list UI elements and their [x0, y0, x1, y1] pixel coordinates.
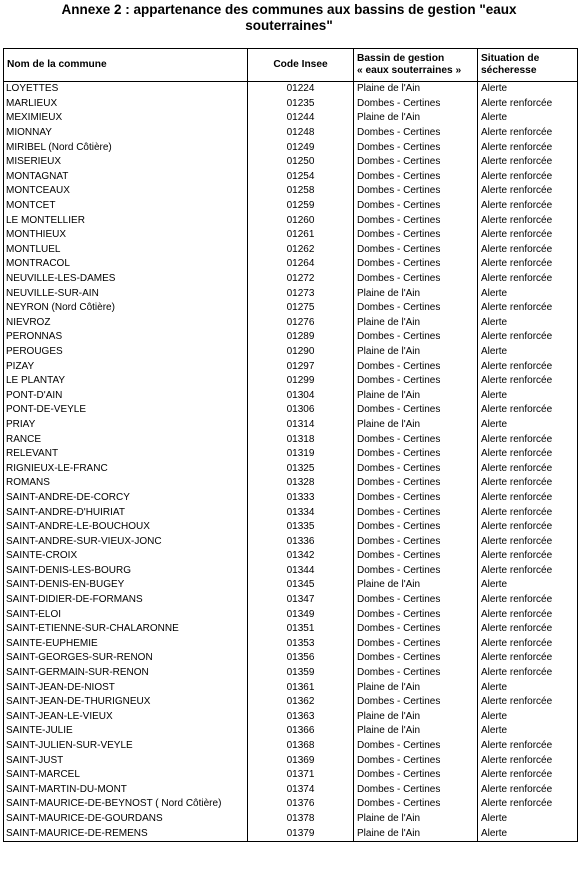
bassin-gestion: Dombes - Certines — [354, 593, 478, 608]
bassin-gestion: Plaine de l'Ain — [354, 578, 478, 593]
situation-secheresse: Alerte renforcée — [478, 768, 578, 783]
situation-secheresse: Alerte renforcée — [478, 564, 578, 579]
code-insee: 01371 — [248, 768, 354, 783]
code-insee: 01361 — [248, 680, 354, 695]
commune-name: PRIAY — [4, 418, 248, 433]
table-row — [4, 768, 578, 783]
table-row — [4, 695, 578, 710]
code-insee: 01345 — [248, 578, 354, 593]
header-situation — [478, 49, 578, 82]
commune-name: RELEVANT — [4, 447, 248, 462]
code-insee: 01261 — [248, 228, 354, 243]
commune-name: SAINT-ANDRE-LE-BOUCHOUX — [4, 520, 248, 535]
commune-name: SAINT-JEAN-LE-VIEUX — [4, 710, 248, 725]
situation-secheresse: Alerte renforcée — [478, 199, 578, 214]
situation-secheresse: Alerte renforcée — [478, 520, 578, 535]
code-insee: 01349 — [248, 607, 354, 622]
situation-secheresse: Alerte renforcée — [478, 549, 578, 564]
situation-secheresse: Alerte — [478, 345, 578, 360]
bassin-gestion: Plaine de l'Ain — [354, 388, 478, 403]
commune-name: ROMANS — [4, 476, 248, 491]
bassin-gestion: Dombes - Certines — [354, 301, 478, 316]
commune-name: SAINT-JUST — [4, 753, 248, 768]
code-insee: 01289 — [248, 330, 354, 345]
header-bassin-line-1: Bassin de gestion — [357, 53, 445, 64]
bassin-gestion: Dombes - Certines — [354, 783, 478, 798]
code-insee: 01258 — [248, 184, 354, 199]
code-insee: 01275 — [248, 301, 354, 316]
code-insee: 01376 — [248, 797, 354, 812]
table-row — [4, 155, 578, 170]
header-commune: Nom de la commune — [4, 49, 248, 82]
table-header-row — [4, 49, 578, 82]
bassin-gestion: Plaine de l'Ain — [354, 111, 478, 126]
table-row — [4, 243, 578, 258]
table-row — [4, 680, 578, 695]
bassin-gestion: Dombes - Certines — [354, 637, 478, 652]
commune-name: MONTCEAUX — [4, 184, 248, 199]
commune-name: MONTRACOL — [4, 257, 248, 272]
table-row — [4, 826, 578, 841]
code-insee: 01244 — [248, 111, 354, 126]
commune-name: SAINT-MAURICE-DE-GOURDANS — [4, 812, 248, 827]
situation-secheresse: Alerte — [478, 82, 578, 97]
bassin-gestion: Plaine de l'Ain — [354, 826, 478, 841]
table-row — [4, 184, 578, 199]
bassin-gestion: Plaine de l'Ain — [354, 316, 478, 331]
situation-secheresse: Alerte renforcée — [478, 432, 578, 447]
commune-name: SAINTE-EUPHEMIE — [4, 637, 248, 652]
table-row — [4, 666, 578, 681]
code-insee: 01248 — [248, 126, 354, 141]
code-insee: 01306 — [248, 403, 354, 418]
situation-secheresse: Alerte renforcée — [478, 403, 578, 418]
code-insee: 01351 — [248, 622, 354, 637]
code-insee: 01297 — [248, 359, 354, 374]
code-insee: 01379 — [248, 826, 354, 841]
commune-name: LOYETTES — [4, 82, 248, 97]
table-row — [4, 170, 578, 185]
situation-secheresse: Alerte — [478, 316, 578, 331]
header-situation-line-2: sécheresse — [481, 65, 537, 76]
situation-secheresse: Alerte renforcée — [478, 155, 578, 170]
bassin-gestion: Dombes - Certines — [354, 199, 478, 214]
bassin-gestion: Dombes - Certines — [354, 753, 478, 768]
commune-name: MISERIEUX — [4, 155, 248, 170]
commune-name: SAINT-MAURICE-DE-REMENS — [4, 826, 248, 841]
situation-secheresse: Alerte renforcée — [478, 753, 578, 768]
bassin-gestion: Dombes - Certines — [354, 666, 478, 681]
commune-name: SAINTE-CROIX — [4, 549, 248, 564]
code-insee: 01335 — [248, 520, 354, 535]
commune-name: SAINT-MARCEL — [4, 768, 248, 783]
table-row — [4, 783, 578, 798]
situation-secheresse: Alerte renforcée — [478, 213, 578, 228]
commune-name: SAINT-ANDRE-D'HUIRIAT — [4, 505, 248, 520]
table-row — [4, 710, 578, 725]
commune-name: SAINT-DENIS-EN-BUGEY — [4, 578, 248, 593]
bassin-gestion: Plaine de l'Ain — [354, 710, 478, 725]
table-row — [4, 330, 578, 345]
bassin-gestion: Plaine de l'Ain — [354, 724, 478, 739]
commune-name: SAINT-DENIS-LES-BOURG — [4, 564, 248, 579]
table-row — [4, 140, 578, 155]
bassin-gestion: Dombes - Certines — [354, 564, 478, 579]
commune-name: LE MONTELLIER — [4, 213, 248, 228]
situation-secheresse: Alerte — [478, 724, 578, 739]
situation-secheresse: Alerte renforcée — [478, 301, 578, 316]
bassin-gestion: Dombes - Certines — [354, 797, 478, 812]
table-row — [4, 549, 578, 564]
bassin-gestion: Dombes - Certines — [354, 432, 478, 447]
situation-secheresse: Alerte renforcée — [478, 97, 578, 112]
situation-secheresse: Alerte renforcée — [478, 622, 578, 637]
situation-secheresse: Alerte renforcée — [478, 374, 578, 389]
table-row — [4, 461, 578, 476]
table-row — [4, 316, 578, 331]
bassin-gestion: Plaine de l'Ain — [354, 418, 478, 433]
code-insee: 01290 — [248, 345, 354, 360]
header-bassin-line-2: « eaux souterraines » — [357, 65, 462, 76]
table-row — [4, 432, 578, 447]
commune-name: NIEVROZ — [4, 316, 248, 331]
commune-name: SAINTE-JULIE — [4, 724, 248, 739]
commune-name: PEROUGES — [4, 345, 248, 360]
communes-table — [3, 48, 578, 842]
table-row — [4, 724, 578, 739]
situation-secheresse: Alerte renforcée — [478, 637, 578, 652]
table-row — [4, 739, 578, 754]
bassin-gestion: Dombes - Certines — [354, 97, 478, 112]
table-row — [4, 622, 578, 637]
commune-name: NEUVILLE-LES-DAMES — [4, 272, 248, 287]
commune-name: SAINT-MARTIN-DU-MONT — [4, 783, 248, 798]
commune-name: MIRIBEL (Nord Côtière) — [4, 140, 248, 155]
commune-name: SAINT-ANDRE-DE-CORCY — [4, 491, 248, 506]
bassin-gestion: Plaine de l'Ain — [354, 286, 478, 301]
situation-secheresse: Alerte renforcée — [478, 257, 578, 272]
situation-secheresse: Alerte renforcée — [478, 476, 578, 491]
code-insee: 01336 — [248, 534, 354, 549]
bassin-gestion: Dombes - Certines — [354, 359, 478, 374]
code-insee: 01264 — [248, 257, 354, 272]
bassin-gestion: Plaine de l'Ain — [354, 82, 478, 97]
table-body — [4, 82, 578, 842]
code-insee: 01356 — [248, 651, 354, 666]
code-insee: 01304 — [248, 388, 354, 403]
bassin-gestion: Dombes - Certines — [354, 374, 478, 389]
table-row — [4, 520, 578, 535]
code-insee: 01273 — [248, 286, 354, 301]
code-insee: 01362 — [248, 695, 354, 710]
commune-name: SAINT-JEAN-DE-THURIGNEUX — [4, 695, 248, 710]
header-situation-line-1: Situation de — [481, 53, 540, 64]
code-insee: 01374 — [248, 783, 354, 798]
table-row — [4, 607, 578, 622]
situation-secheresse: Alerte renforcée — [478, 607, 578, 622]
bassin-gestion: Dombes - Certines — [354, 155, 478, 170]
bassin-gestion: Dombes - Certines — [354, 534, 478, 549]
bassin-gestion: Dombes - Certines — [354, 768, 478, 783]
table-row — [4, 476, 578, 491]
code-insee: 01272 — [248, 272, 354, 287]
bassin-gestion: Dombes - Certines — [354, 257, 478, 272]
commune-name: SAINT-ETIENNE-SUR-CHALARONNE — [4, 622, 248, 637]
situation-secheresse: Alerte renforcée — [478, 359, 578, 374]
bassin-gestion: Plaine de l'Ain — [354, 345, 478, 360]
table-row — [4, 213, 578, 228]
situation-secheresse: Alerte — [478, 388, 578, 403]
table-row — [4, 403, 578, 418]
situation-secheresse: Alerte renforcée — [478, 739, 578, 754]
bassin-gestion: Dombes - Certines — [354, 447, 478, 462]
commune-name: SAINT-DIDIER-DE-FORMANS — [4, 593, 248, 608]
situation-secheresse: Alerte renforcée — [478, 505, 578, 520]
bassin-gestion: Dombes - Certines — [354, 651, 478, 666]
table-row — [4, 388, 578, 403]
code-insee: 01259 — [248, 199, 354, 214]
commune-name: NEYRON (Nord Côtière) — [4, 301, 248, 316]
commune-name: SAINT-GEORGES-SUR-RENON — [4, 651, 248, 666]
commune-name: SAINT-JEAN-DE-NIOST — [4, 680, 248, 695]
commune-name: SAINT-ANDRE-SUR-VIEUX-JONC — [4, 534, 248, 549]
commune-name: MONTLUEL — [4, 243, 248, 258]
table-row — [4, 447, 578, 462]
table-row — [4, 257, 578, 272]
situation-secheresse: Alerte renforcée — [478, 330, 578, 345]
table-row — [4, 812, 578, 827]
table-row — [4, 578, 578, 593]
code-insee: 01353 — [248, 637, 354, 652]
title-line-1: Annexe 2 : appartenance des communes aux bassins de gestion "eaux — [61, 2, 517, 17]
bassin-gestion: Dombes - Certines — [354, 476, 478, 491]
situation-secheresse: Alerte renforcée — [478, 170, 578, 185]
situation-secheresse: Alerte renforcée — [478, 447, 578, 462]
situation-secheresse: Alerte renforcée — [478, 783, 578, 798]
commune-name: PONT-D'AIN — [4, 388, 248, 403]
code-insee: 01325 — [248, 461, 354, 476]
bassin-gestion: Dombes - Certines — [354, 505, 478, 520]
commune-name: RANCE — [4, 432, 248, 447]
bassin-gestion: Plaine de l'Ain — [354, 680, 478, 695]
table-row — [4, 651, 578, 666]
header-bassin — [354, 49, 478, 82]
table-row — [4, 505, 578, 520]
code-insee: 01318 — [248, 432, 354, 447]
commune-name: LE PLANTAY — [4, 374, 248, 389]
situation-secheresse: Alerte — [478, 418, 578, 433]
situation-secheresse: Alerte renforcée — [478, 534, 578, 549]
code-insee: 01276 — [248, 316, 354, 331]
code-insee: 01262 — [248, 243, 354, 258]
code-insee: 01368 — [248, 739, 354, 754]
bassin-gestion: Dombes - Certines — [354, 607, 478, 622]
title-line-2: souterraines" — [245, 18, 333, 33]
commune-name: SAINT-MAURICE-DE-BEYNOST ( Nord Côtière) — [4, 797, 248, 812]
situation-secheresse: Alerte — [478, 111, 578, 126]
situation-secheresse: Alerte renforcée — [478, 593, 578, 608]
situation-secheresse: Alerte — [478, 286, 578, 301]
bassin-gestion: Dombes - Certines — [354, 228, 478, 243]
situation-secheresse: Alerte renforcée — [478, 272, 578, 287]
table-row — [4, 199, 578, 214]
code-insee: 01333 — [248, 491, 354, 506]
code-insee: 01250 — [248, 155, 354, 170]
situation-secheresse: Alerte renforcée — [478, 126, 578, 141]
table-row — [4, 82, 578, 97]
bassin-gestion: Dombes - Certines — [354, 403, 478, 418]
code-insee: 01254 — [248, 170, 354, 185]
code-insee: 01344 — [248, 564, 354, 579]
situation-secheresse: Alerte renforcée — [478, 184, 578, 199]
table-row — [4, 418, 578, 433]
commune-name: SAINT-JULIEN-SUR-VEYLE — [4, 739, 248, 754]
table-row — [4, 126, 578, 141]
code-insee: 01378 — [248, 812, 354, 827]
commune-name: NEUVILLE-SUR-AIN — [4, 286, 248, 301]
bassin-gestion: Dombes - Certines — [354, 491, 478, 506]
code-insee: 01249 — [248, 140, 354, 155]
bassin-gestion: Dombes - Certines — [354, 140, 478, 155]
code-insee: 01347 — [248, 593, 354, 608]
code-insee: 01319 — [248, 447, 354, 462]
code-insee: 01359 — [248, 666, 354, 681]
table-row — [4, 753, 578, 768]
commune-name: MONTHIEUX — [4, 228, 248, 243]
bassin-gestion: Dombes - Certines — [354, 330, 478, 345]
bassin-gestion: Dombes - Certines — [354, 695, 478, 710]
bassin-gestion: Dombes - Certines — [354, 170, 478, 185]
table-row — [4, 286, 578, 301]
table-row — [4, 345, 578, 360]
table-row — [4, 359, 578, 374]
commune-name: PERONNAS — [4, 330, 248, 345]
table-row — [4, 111, 578, 126]
commune-name: RIGNIEUX-LE-FRANC — [4, 461, 248, 476]
table-row — [4, 534, 578, 549]
table-row — [4, 797, 578, 812]
bassin-gestion: Dombes - Certines — [354, 213, 478, 228]
code-insee: 01369 — [248, 753, 354, 768]
bassin-gestion: Dombes - Certines — [354, 622, 478, 637]
situation-secheresse: Alerte — [478, 578, 578, 593]
table-row — [4, 374, 578, 389]
situation-secheresse: Alerte renforcée — [478, 491, 578, 506]
commune-name: MIONNAY — [4, 126, 248, 141]
bassin-gestion: Dombes - Certines — [354, 461, 478, 476]
header-code-insee: Code Insee — [248, 49, 354, 82]
situation-secheresse: Alerte — [478, 680, 578, 695]
code-insee: 01235 — [248, 97, 354, 112]
situation-secheresse: Alerte — [478, 826, 578, 841]
code-insee: 01366 — [248, 724, 354, 739]
situation-secheresse: Alerte renforcée — [478, 797, 578, 812]
code-insee: 01224 — [248, 82, 354, 97]
table-row — [4, 272, 578, 287]
situation-secheresse: Alerte renforcée — [478, 666, 578, 681]
code-insee: 01342 — [248, 549, 354, 564]
situation-secheresse: Alerte — [478, 710, 578, 725]
commune-name: MONTAGNAT — [4, 170, 248, 185]
code-insee: 01299 — [248, 374, 354, 389]
table-row — [4, 564, 578, 579]
situation-secheresse: Alerte renforcée — [478, 243, 578, 258]
situation-secheresse: Alerte renforcée — [478, 651, 578, 666]
situation-secheresse: Alerte renforcée — [478, 461, 578, 476]
commune-name: MONTCET — [4, 199, 248, 214]
bassin-gestion: Dombes - Certines — [354, 520, 478, 535]
code-insee: 01260 — [248, 213, 354, 228]
code-insee: 01334 — [248, 505, 354, 520]
bassin-gestion: Dombes - Certines — [354, 739, 478, 754]
situation-secheresse: Alerte renforcée — [478, 695, 578, 710]
bassin-gestion: Dombes - Certines — [354, 243, 478, 258]
table-row — [4, 637, 578, 652]
table-row — [4, 593, 578, 608]
bassin-gestion: Dombes - Certines — [354, 126, 478, 141]
commune-name: PIZAY — [4, 359, 248, 374]
code-insee: 01363 — [248, 710, 354, 725]
document-title — [0, 2, 578, 34]
bassin-gestion: Plaine de l'Ain — [354, 812, 478, 827]
commune-name: PONT-DE-VEYLE — [4, 403, 248, 418]
bassin-gestion: Dombes - Certines — [354, 272, 478, 287]
table-row — [4, 228, 578, 243]
bassin-gestion: Dombes - Certines — [354, 184, 478, 199]
situation-secheresse: Alerte renforcée — [478, 140, 578, 155]
code-insee: 01328 — [248, 476, 354, 491]
situation-secheresse: Alerte — [478, 812, 578, 827]
code-insee: 01314 — [248, 418, 354, 433]
bassin-gestion: Dombes - Certines — [354, 549, 478, 564]
commune-name: MEXIMIEUX — [4, 111, 248, 126]
table-row — [4, 97, 578, 112]
commune-name: SAINT-GERMAIN-SUR-RENON — [4, 666, 248, 681]
table-row — [4, 491, 578, 506]
table-row — [4, 301, 578, 316]
situation-secheresse: Alerte renforcée — [478, 228, 578, 243]
commune-name: MARLIEUX — [4, 97, 248, 112]
commune-name: SAINT-ELOI — [4, 607, 248, 622]
